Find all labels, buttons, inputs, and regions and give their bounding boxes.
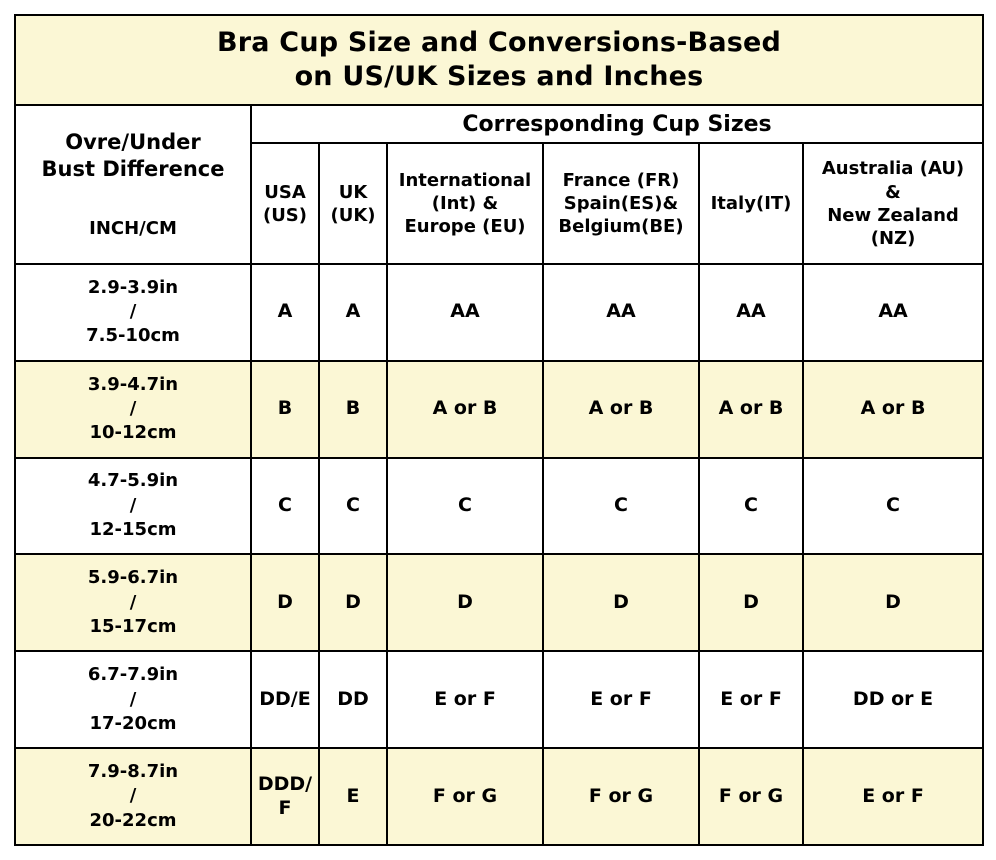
row-difference-separator: / (129, 688, 137, 710)
table-header-band (15, 105, 983, 143)
row-difference-cm: 20-22cm (89, 809, 177, 831)
cell-uk: DD (319, 651, 387, 748)
header-col-australia-line1: Australia (AU) (821, 158, 965, 180)
header-bust-difference-line2: Bust Difference (41, 156, 225, 181)
cell-international: E or F (387, 651, 543, 748)
cell-france: A or B (543, 361, 699, 458)
cell-usa: B (251, 361, 319, 458)
title-line-2: on US/UK Sizes and Inches (294, 61, 704, 93)
cell-uk: B (319, 361, 387, 458)
page-title (15, 15, 983, 105)
cell-france: F or G (543, 748, 699, 845)
header-col-italy (699, 143, 803, 263)
cell-usa-line2: F (278, 796, 292, 819)
header-col-france-line3: Belgium(BE) (558, 216, 684, 238)
cell-usa: A (251, 264, 319, 361)
cell-uk: E (319, 748, 387, 845)
cell-australia-nz: E or F (803, 748, 983, 845)
row-difference-inches: 4.7-5.9in (87, 470, 179, 492)
row-difference-cm: 15-17cm (89, 615, 177, 637)
header-bust-difference (15, 105, 251, 264)
row-difference-inches: 2.9-3.9in (87, 276, 179, 298)
header-col-france-line2: Spain(ES)& (563, 193, 679, 215)
cell-usa: C (251, 458, 319, 555)
cell-italy: A or B (699, 361, 803, 458)
cell-france: AA (543, 264, 699, 361)
header-col-uk-line2: (UK) (330, 204, 376, 226)
cell-italy: AA (699, 264, 803, 361)
row-difference-inches: 3.9-4.7in (87, 373, 179, 395)
row-difference-cm: 12-15cm (89, 519, 177, 541)
header-col-australia-line3: New Zealand (827, 204, 959, 226)
table-row (15, 651, 983, 748)
row-difference-separator: / (129, 785, 137, 807)
cell-france: E or F (543, 651, 699, 748)
row-difference-inches: 5.9-6.7in (87, 567, 179, 589)
header-corresponding-cup-sizes: Corresponding Cup Sizes (251, 105, 983, 143)
table-row (15, 748, 983, 845)
cell-australia-nz: C (803, 458, 983, 555)
cell-italy: E or F (699, 651, 803, 748)
header-col-uk-line1: UK (338, 181, 368, 203)
row-difference (15, 264, 251, 361)
row-difference (15, 554, 251, 651)
header-col-international-line1: International (398, 169, 532, 191)
row-difference-separator: / (129, 591, 137, 613)
cell-australia-nz: AA (803, 264, 983, 361)
row-difference (15, 458, 251, 555)
header-col-australia-line4: (NZ) (870, 227, 916, 249)
cell-international: A or B (387, 361, 543, 458)
cell-usa (251, 748, 319, 845)
cell-usa: D (251, 554, 319, 651)
row-difference (15, 361, 251, 458)
header-col-usa-line2: (US) (262, 204, 308, 226)
header-bust-difference-line1: Ovre/Under (65, 129, 201, 154)
table-row (15, 264, 983, 361)
table-row (15, 458, 983, 555)
cell-international: D (387, 554, 543, 651)
row-difference-cm: 10-12cm (89, 422, 177, 444)
title-line-1: Bra Cup Size and Conversions-Based (216, 27, 782, 59)
cell-usa: DD/E (251, 651, 319, 748)
table-title-row (15, 15, 983, 105)
cell-uk: C (319, 458, 387, 555)
cell-australia-nz: A or B (803, 361, 983, 458)
header-col-international (387, 143, 543, 263)
row-difference-separator: / (129, 397, 137, 419)
row-difference (15, 748, 251, 845)
header-unit-label: INCH/CM (89, 218, 177, 240)
header-col-usa (251, 143, 319, 263)
row-difference (15, 651, 251, 748)
cell-france: C (543, 458, 699, 555)
bra-cup-size-table (14, 14, 984, 846)
row-difference-separator: / (129, 494, 137, 516)
header-col-international-line3: Europe (EU) (404, 216, 526, 238)
cell-uk: D (319, 554, 387, 651)
cell-uk: A (319, 264, 387, 361)
cell-italy: C (699, 458, 803, 555)
cell-australia-nz: D (803, 554, 983, 651)
cell-usa-line1: DDD/ (257, 772, 313, 795)
row-difference-cm: 7.5-10cm (86, 325, 180, 347)
header-col-australia-nz (803, 143, 983, 263)
table-row (15, 361, 983, 458)
header-col-international-line2: (Int) & (431, 193, 499, 215)
header-col-usa-line1: USA (264, 181, 306, 203)
row-difference-inches: 7.9-8.7in (87, 761, 179, 783)
row-difference-inches: 6.7-7.9in (87, 664, 179, 686)
table-row (15, 554, 983, 651)
header-col-uk (319, 143, 387, 263)
cell-italy: D (699, 554, 803, 651)
row-difference-cm: 17-20cm (89, 712, 177, 734)
header-col-france-line1: France (FR) (562, 169, 680, 191)
row-difference-separator: / (129, 301, 137, 323)
cell-international: C (387, 458, 543, 555)
cell-australia-nz: DD or E (803, 651, 983, 748)
cell-international: AA (387, 264, 543, 361)
header-col-italy-line1: Italy(IT) (710, 193, 792, 215)
header-col-france (543, 143, 699, 263)
header-col-australia-line2: & (885, 181, 901, 203)
cell-international: F or G (387, 748, 543, 845)
cell-france: D (543, 554, 699, 651)
cell-italy: F or G (699, 748, 803, 845)
